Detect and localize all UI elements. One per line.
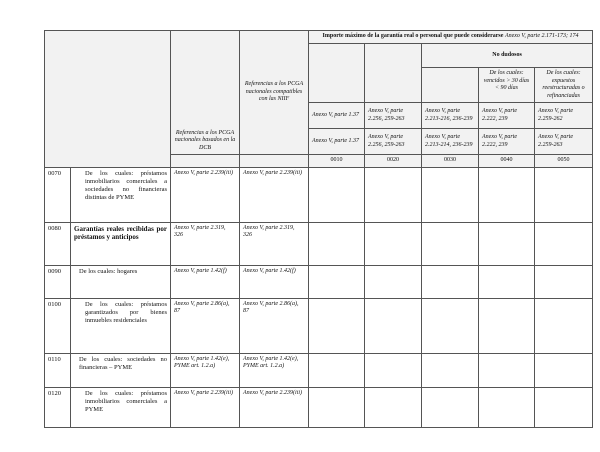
table-row-0090 — [45, 265, 593, 298]
col-code-0040: 0040 — [479, 155, 535, 168]
header-blank-c — [422, 68, 479, 103]
row-code: 0080 — [45, 222, 71, 265]
col-header-importe: Importe máximo de la garantía real o personal que puede considerarse Anexo V, parte 2.171-173; 174 — [309, 31, 593, 44]
col-header-dcb: Referencias a los PCGA nacionales basados en la DCB — [171, 31, 240, 155]
col-header-niif: Referencias a los PCGA nacionales compatibles con las NIIF — [240, 31, 309, 155]
cell-0030[interactable] — [422, 353, 479, 387]
row-ref-dcb: Anexo V, parte 2.319, 326 — [171, 222, 240, 265]
cell-0030[interactable] — [422, 387, 479, 427]
col-code-0030: 0030 — [422, 155, 479, 168]
row-code: 0070 — [45, 167, 71, 222]
header-blank-b — [365, 44, 422, 103]
header-blank-a — [309, 44, 365, 103]
cell-0020[interactable] — [365, 387, 422, 427]
cell-0010[interactable] — [309, 167, 365, 222]
row-code: 0090 — [45, 265, 71, 298]
row-label: De los cuales: hogares — [71, 265, 171, 298]
col-header-vencidos: De los cuales: vencidos > 30 días < 90 días — [479, 68, 535, 103]
row-label: De los cuales: sociedades no financieras – PYME — [71, 353, 171, 387]
col-code-0020: 0020 — [365, 155, 422, 168]
row-code: 0120 — [45, 387, 71, 427]
cell-0020[interactable] — [365, 298, 422, 353]
ref-2-0010: Anexo V, parte 1.37 — [309, 129, 365, 155]
table-row-0120 — [45, 387, 593, 427]
cell-0040[interactable] — [479, 387, 535, 427]
table-row-0100 — [45, 298, 593, 353]
cell-0020[interactable] — [365, 265, 422, 298]
cell-0030[interactable] — [422, 298, 479, 353]
cell-0050[interactable] — [535, 265, 593, 298]
cell-0010[interactable] — [309, 298, 365, 353]
cell-0040[interactable] — [479, 353, 535, 387]
regulatory-table — [44, 30, 593, 428]
cell-0050[interactable] — [535, 387, 593, 427]
ref-2-0020: Anexo V, parte 2.256, 259-263 — [365, 129, 422, 155]
cell-0040[interactable] — [479, 222, 535, 265]
row-ref-dcb: Anexo V, parte 1.42(e), PYME art. 1.2.a) — [171, 353, 240, 387]
cell-0050[interactable] — [535, 298, 593, 353]
cell-0010[interactable] — [309, 222, 365, 265]
cell-0010[interactable] — [309, 265, 365, 298]
row-label: De los cuales: préstamos garantizados por bienes inmuebles residenciales — [71, 298, 171, 353]
cell-0020[interactable] — [365, 222, 422, 265]
ref-1-0050: Anexo V, parte 2.259-262 — [535, 103, 593, 129]
ref-1-0040: Anexo V, parte 2.222, 239 — [479, 103, 535, 129]
ref-2-0050: Anexo V, parte 2.259-263 — [535, 129, 593, 155]
row-ref-niif: Anexo V, parte 2.319, 326 — [240, 222, 309, 265]
cell-0030[interactable] — [422, 222, 479, 265]
cell-0020[interactable] — [365, 353, 422, 387]
cell-0050[interactable] — [535, 353, 593, 387]
cell-0050[interactable] — [535, 167, 593, 222]
col-header-reestruct-2: De los cuales: expuestos reestructuradas o refinanciadas — [535, 68, 593, 103]
row-ref-dcb: Anexo V, parte 2.86(a), 87 — [171, 298, 240, 353]
row-ref-niif: Anexo V, parte 2.86(a), 87 — [240, 298, 309, 353]
col-code-0010: 0010 — [309, 155, 365, 168]
row-code: 0100 — [45, 298, 71, 353]
row-ref-dcb: Anexo V, parte 2.239(iii) — [171, 387, 240, 427]
ref-1-0020: Anexo V, parte 2.256, 259-263 — [365, 103, 422, 129]
row-ref-niif: Anexo V, parte 2.239(iii) — [240, 167, 309, 222]
cell-0030[interactable] — [422, 265, 479, 298]
table-row-0070 — [45, 167, 593, 222]
ref-2-0030: Anexo V, parte 2.213-214, 236-239 — [422, 129, 479, 155]
table-row-0110 — [45, 353, 593, 387]
code-blank-dcb — [171, 155, 240, 168]
ref-2-0040: Anexo V, parte 2.222, 239 — [479, 129, 535, 155]
cell-0040[interactable] — [479, 265, 535, 298]
row-label: De los cuales: préstamos inmobiliarios comerciales a sociedades no financieras distintas de PYME — [71, 167, 171, 222]
cell-0010[interactable] — [309, 353, 365, 387]
row-ref-dcb: Anexo V, parte 2.239(iii) — [171, 167, 240, 222]
row-ref-niif: Anexo V, parte 1.42(f) — [240, 265, 309, 298]
row-ref-dcb: Anexo V, parte 1.42(f) — [171, 265, 240, 298]
col-code-0050: 0050 — [535, 155, 593, 168]
header-corner — [45, 31, 171, 168]
ref-1-0010: Anexo V, parte 1.37 — [309, 103, 365, 129]
cell-0050[interactable] — [535, 222, 593, 265]
cell-0040[interactable] — [479, 298, 535, 353]
cell-0030[interactable] — [422, 167, 479, 222]
cell-0040[interactable] — [479, 167, 535, 222]
table-row-0080 — [45, 222, 593, 265]
code-blank-niif — [240, 155, 309, 168]
row-label: De los cuales: préstamos inmobiliarios comerciales a PYME — [71, 387, 171, 427]
cell-0020[interactable] — [365, 167, 422, 222]
row-ref-niif: Anexo V, parte 2.239(iii) — [240, 387, 309, 427]
ref-1-0030: Anexo V, parte 2.213-216, 236-239 — [422, 103, 479, 129]
cell-0010[interactable] — [309, 387, 365, 427]
col-header-no-dudosos: No dudosos — [422, 44, 593, 68]
row-ref-niif: Anexo V, parte 1.42(e), PYME art. 1.2.a) — [240, 353, 309, 387]
row-code: 0110 — [45, 353, 71, 387]
row-label: Garantías reales recibidas por préstamos y anticipos — [71, 222, 171, 265]
